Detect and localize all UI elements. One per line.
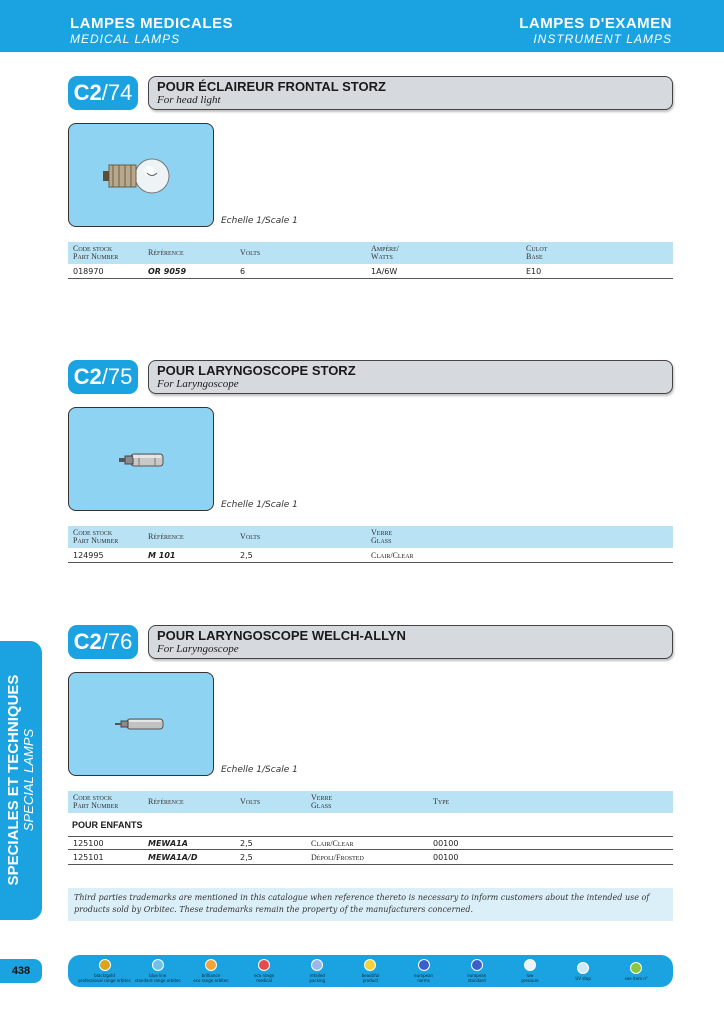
cell-part-number: 124995: [73, 551, 104, 560]
code-number: /74: [101, 80, 133, 105]
col-header-base: Culot Base: [526, 244, 548, 261]
header-left-subtitle: MEDICAL LAMPS: [70, 32, 181, 46]
legend-badge-icon: [258, 959, 270, 971]
legend-label: european norms: [414, 973, 434, 983]
legend-badge-icon: [205, 959, 217, 971]
legend-item: [455, 959, 499, 983]
legend-label: blue line standard range orbitec: [134, 973, 181, 983]
col-header-reference: Référence: [148, 248, 184, 257]
table-row: [68, 265, 673, 279]
welch-allyn-lamp-icon: [69, 673, 214, 776]
footer-legend: [68, 955, 673, 987]
cell-base: E10: [526, 267, 542, 276]
cell-type: 00100: [433, 839, 459, 848]
scale-label: Echelle 1/Scale 1: [221, 216, 298, 226]
table-header: [68, 526, 673, 548]
col-header-reference: Référence: [148, 797, 184, 806]
col-header-amp-watts: Ampère/ Watts: [371, 244, 400, 261]
legend-item: [242, 959, 286, 983]
cell-glass: Clair/Clear: [311, 839, 354, 848]
cell-volts: 2,5: [240, 853, 253, 862]
legend-item: [561, 962, 605, 981]
legend-item: [348, 959, 392, 983]
legend-label: low pressure: [521, 973, 539, 983]
code-number: /76: [101, 629, 133, 654]
col-header-part-number: Code stock Part Number: [73, 793, 119, 810]
table-row: [68, 851, 673, 865]
section-subtitle: For Laryngoscope: [157, 643, 239, 655]
section-title: POUR ÉCLAIREUR FRONTAL STORZ: [157, 79, 386, 94]
scale-label: Echelle 1/Scale 1: [221, 500, 298, 510]
col-header-reference: Référence: [148, 532, 184, 541]
code-prefix: C2: [73, 364, 102, 389]
cell-reference: MEWA1A/D: [148, 853, 198, 862]
col-header-type: Type: [433, 797, 450, 806]
side-category-text: [6, 675, 36, 886]
laryngoscope-lamp-icon: [69, 408, 214, 511]
code-prefix: C2: [73, 80, 102, 105]
legend-badge-icon: [524, 959, 536, 971]
legend-badge-icon: [577, 962, 589, 974]
cell-part-number: 018970: [73, 267, 104, 276]
scale-label: Echelle 1/Scale 1: [221, 765, 298, 775]
legend-item: [189, 959, 233, 983]
product-code-badge: [68, 625, 138, 659]
table-row: [68, 836, 673, 850]
col-header-volts: Volts: [240, 248, 261, 257]
legend-item: [402, 959, 446, 983]
product-photo-welch-allyn-lamp: [68, 672, 214, 776]
cell-amp-watts: 1A/6W: [371, 267, 398, 276]
legend-badge-icon: [99, 959, 111, 971]
section-title: POUR LARYNGOSCOPE WELCH-ALLYN: [157, 628, 406, 643]
legend-label: see item n°: [624, 975, 648, 981]
legend-item: [78, 959, 131, 983]
product-photo-laryngoscope-lamp: [68, 407, 214, 511]
side-category-title: SPECIALES ET TECHNIQUES: [5, 674, 22, 886]
product-code-badge: [68, 76, 138, 110]
legend-item: [295, 959, 339, 983]
side-category-subtitle: SPECIAL LAMPS: [21, 728, 36, 832]
col-header-volts: Volts: [240, 797, 261, 806]
cell-reference: MEWA1A: [148, 839, 188, 848]
product-code-badge: [68, 360, 138, 394]
section-title-box: [148, 360, 673, 394]
cell-reference: M 101: [148, 551, 176, 560]
section-title-box: [148, 76, 673, 110]
header-left-title: LAMPES MEDICALES: [70, 15, 234, 32]
table-header: [68, 242, 673, 264]
cell-type: 00100: [433, 853, 459, 862]
cell-part-number: 125100: [73, 839, 104, 848]
legend-label: european standard: [467, 973, 487, 983]
legend-label: beautiful product: [361, 973, 380, 983]
cell-volts: 2,5: [240, 839, 253, 848]
legend-item: [136, 959, 180, 983]
col-header-part-number: Code stock Part Number: [73, 528, 119, 545]
legend-item: [508, 959, 552, 983]
cell-reference: OR 9059: [148, 267, 187, 276]
cell-part-number: 125101: [73, 853, 104, 862]
legend-label: retailed packing: [309, 973, 326, 983]
page-header: [0, 0, 724, 52]
table-header: [68, 791, 673, 813]
section-title-box: [148, 625, 673, 659]
header-right-subtitle: INSTRUMENT LAMPS: [533, 32, 672, 46]
legend-label: brilliance eco range orbitec: [193, 973, 229, 983]
trademark-disclaimer: Third parties trademarks are mentioned in this catalogue when reference thereto is necessary to inform customers about the intended use of products sold by Orbitec. These trademarks remain the property of the manufacturers concerned.: [68, 888, 673, 921]
legend-badge-icon: [418, 959, 430, 971]
legend-badge-icon: [471, 959, 483, 971]
cell-glass: Clair/Clear: [371, 551, 414, 560]
cell-volts: 6: [240, 267, 246, 276]
table-row: [68, 549, 673, 563]
legend-label: eco range medical: [254, 973, 275, 983]
header-right: [519, 16, 672, 46]
col-header-part-number: Code stock Part Number: [73, 244, 119, 261]
legend-label: black/gold professional range orbitec: [78, 973, 131, 983]
product-photo-bulb: [68, 123, 214, 227]
legend-badge-icon: [364, 959, 376, 971]
legend-item: [614, 962, 658, 981]
section-subtitle: For head light: [157, 94, 221, 106]
section-subtitle: For Laryngoscope: [157, 378, 239, 390]
code-number: /75: [101, 364, 133, 389]
header-left: [70, 16, 233, 46]
cell-volts: 2,5: [240, 551, 253, 560]
cell-glass: Dépoli/Frosted: [311, 853, 364, 862]
bulb-lamp-icon: [69, 124, 214, 227]
group-label: POUR ENFANTS: [72, 820, 143, 830]
page-number: 438: [0, 959, 42, 983]
col-header-volts: Volts: [240, 532, 261, 541]
legend-badge-icon: [311, 959, 323, 971]
col-header-glass: Verre Glass: [371, 528, 393, 545]
legend-badge-icon: [630, 962, 642, 974]
header-right-title: LAMPES D'EXAMEN: [519, 15, 672, 32]
col-header-glass: Verre Glass: [311, 793, 333, 810]
section-title: POUR LARYNGOSCOPE STORZ: [157, 363, 356, 378]
legend-label: UV stop: [575, 975, 591, 981]
code-prefix: C2: [73, 629, 102, 654]
legend-badge-icon: [152, 959, 164, 971]
